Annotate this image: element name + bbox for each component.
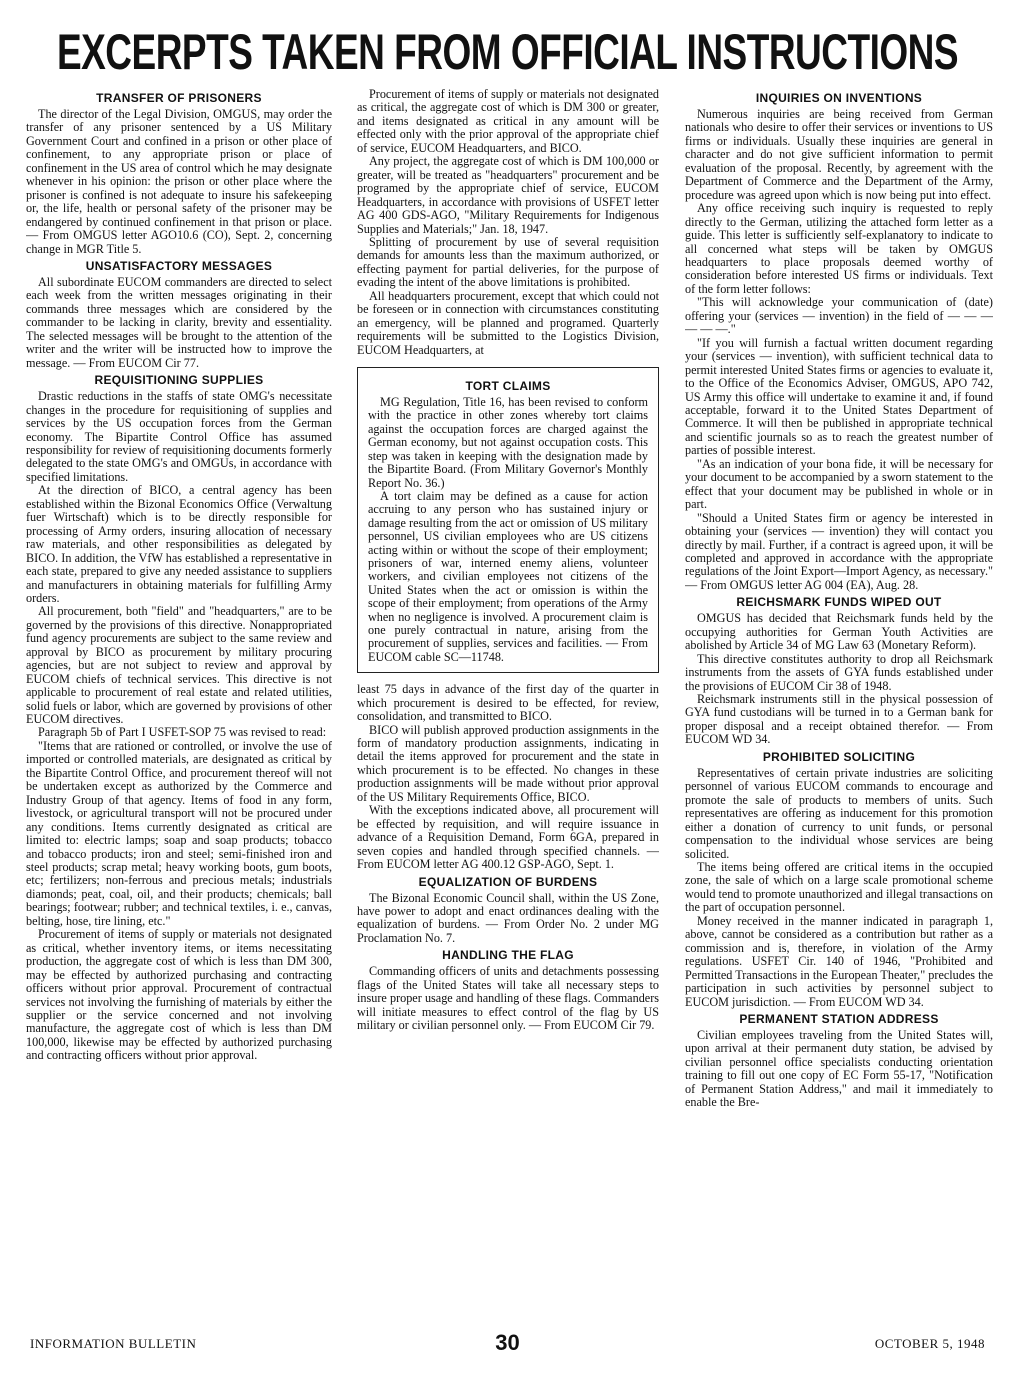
paragraph: With the exceptions indicated above, all procurement will be effected by requisition, and will require issuance in advance of a Requisition Demand, Form 6GA, prepared in seven copies and handled through specified channels. — From EUCOM letter AG 400.12 GSP-AGO, Sept. 1. <box>357 803 659 872</box>
page-title: EXCERPTS TAKEN FROM OFFICIAL INSTRUCTIONS <box>56 24 959 80</box>
paragraph: Civilian employees traveling from the United States will, upon arrival at their permanent duty station, be advised by civilian personnel office specialists conducting orientation training to fill out one copy of EC Form 55-17, "Notification of Permanent Station Address," and mail it immediately to enable the Bre- <box>685 1028 993 1110</box>
paragraph: A tort claim may be defined as a cause for action accruing to any person who has sustained injury or damage resulting from the act or omission of US military personnel, US civilian employees who are US citizens acting within or without the scope of their employment; prisoners of war, interned enemy aliens, volunteer workers, and civilian employees not citizens of the United States when the act or omission is within the scope of their employment; from operations of the Army when no negligence is involved. A procurement claim is one purely contractual in nature, arising from the procurement of supplies, services and facilities. — From EUCOM cable SC—11748. <box>368 488 648 664</box>
column-1 <box>26 88 332 1318</box>
section-heading: INQUIRIES ON INVENTIONS <box>755 91 923 105</box>
footer-publication: INFORMATION BULLETIN <box>30 1336 197 1351</box>
paragraph: All subordinate EUCOM commanders are directed to select each week from the written messages originating in their commands three messages which are considered by the commander to be lacking in clarity, brevity and essentiality. The selected messages will be brought to the attention of the writer and the writer will be instructed how to improve the message. — From EUCOM Cir 77. <box>26 274 332 370</box>
paragraph: "As an indication of your bona fide, it will be necessary for your document to be accompanied by a sworn statement to the effect that your document may be published in whole or in part. <box>685 456 993 512</box>
paragraph: "If you will furnish a factual written document regarding your (services — invention), with sufficient technical data to permit interested United States firms or agencies to evaluate it, to the Office of the Economics Adviser, OMGUS, APO 742, US Army this office will undertake to examine it and, if found acceptable, forward it to the United States Department of Commerce. It will then be published in appropriate technical and scientific journals so as to reach the greatest number of parties of possible interest. <box>685 335 993 458</box>
paragraph: Paragraph 5b of Part I USFET-SOP 75 was revised to read: <box>38 725 327 740</box>
column-2 <box>357 88 659 1318</box>
paragraph: BICO will publish approved production assignments in the form of mandatory production assignments, indicating in detail the items approved for procurement and the state in which procurement is to be effected. No changes in these production assignments will be made without prior approval of the US Military Requirements Office, BICO. <box>357 722 659 804</box>
paragraph: Commanding officers of units and detachments possessing flags of the United States will take all necessary steps to insure proper usage and handling of these flags. Commanders will initiate measures to effect control of the flag by US military or civilian personnel only. — From EUCOM Cir 79. <box>357 964 659 1033</box>
paragraph: MG Regulation, Title 16, has been revised to conform with the practice in other zones whereby tort claims against the occupation forces are charged against the German economy, but not against occupation costs. This step was taken in keeping with the designation made by the Bipartite Board. (From Military Governor's Monthly Report No. 36.) <box>368 395 648 490</box>
paragraph: Any office receiving such inquiry is requested to reply directly to the German, utilizing the attached form letter as a guide. This letter is sufficiently self-explanatory to indicate to all concerned what steps will be taken by OMGUS headquarters to place proposals deemed worthy of consideration before interested US firms or individuals. Text of the form letter follows: <box>685 201 993 296</box>
paragraph: "This will acknowledge your communication of (date) offering your (services — invention) in the field of — — — — — —." <box>685 295 993 337</box>
paragraph: All procurement, both "field" and "headquarters," are to be governed by the provisions of this directive. Nonappropriated fund agency procurements are subject to the same review and approval by BICO as procurement by military procuring agencies, but are not subject to review and approval by EUCOM chiefs of technical services. This directive is not applicable to procurement of real estate and related utilities, solid fuels or labor, which are governed by provisions of other EUCOM directives. <box>26 604 332 727</box>
section-heading: EQUALIZATION OF BURDENS <box>418 874 598 889</box>
paragraph: The items being offered are critical items in the occupied zone, the sale of which on a large scale promotional scheme would tend to promote unauthorized and illegal transactions on the part of occupation personnel. <box>685 860 993 915</box>
paragraph: Procurement of items of supply or materials not designated as critical, whether inventory items, or items necessitating production, the aggregate cost of which is less than DM 300, may be effected by authorized purchasing and contracting officers without prior approval. Procurement of contractual services not involving the furnishing of materials by either the supplier or the service concerned and not involving manufacture, the aggregate cost of which is less than DM 100,000, likewise may be effected by authorized purchasing and contracting officers without prior approval. <box>26 927 332 1063</box>
paragraph: Splitting of procurement by use of several requisition demands for amounts less than the maximum authorized, or effecting payment for partial deliveries, for the purpose of evading the intent of the above limitations is prohibited. <box>357 234 659 290</box>
section-heading: REICHSMARK FUNDS WIPED OUT <box>736 595 942 610</box>
paragraph: All headquarters procurement, except that which could not be foreseen or in connection with circumstances constituting an emergency, will be planned and programed. Quarterly requirements will be submitted to the Logistics Division, EUCOM Headquarters, at <box>357 288 659 357</box>
paragraph: Drastic reductions in the staffs of state OMG's necessitate changes in the procedure for requisitioning of supplies and services by the US occupation forces from the German economy. The Bipartite Control Office has assumed responsibility for review of requisitioning documents formerly delegated to the state OMG's and OMGUs, in accordance with specified limitations. <box>26 389 332 484</box>
paragraph: The Bizonal Economic Council shall, within the US Zone, have power to adopt and enact ordinances dealing with the equalization of burdens. — From Order No. 2 under MG Proclamation No. 7. <box>357 890 659 945</box>
paragraph: "Items that are rationed or controlled, or involve the use of imported or controlled materials, are designated as critical by the Bipartite Control Office, and procurement thereof will not be undertaken except as authorized by the Commerce and Industry Group of that agency. Items of food in any form, livestock, or agricultural transport will not be procured under any conditions. Items currently designated as critical are limited to: electric lamps; soap and soap products; tobacco and tobacco products; iron and steel; semi-finished iron and steel products; scrap metal; heavy working boots, gum boots, etc; fertilizers; non-ferrous and precious metals; industrials diamonds; peat, coal, oil, and their products; chemicals; ball bearings; footwear; rubber; and technical textiles, i. e., canvas, belting, hose, tire lining, etc." <box>26 738 332 928</box>
paragraph: "Should a United States firm or agency be interested in obtaining your (services — invention) they will contact you directly by mail. Further, if a contract is agreed upon, it will be completed and approved in accordance with the appropriate regulations of the Joint Export—Import Agency, as necessary." — From OMGUS letter AG 004 (EA), Aug. 28. <box>685 510 993 592</box>
column-3 <box>685 88 993 1318</box>
paragraph: Procurement of items of supply or materials not designated as critical, the aggregate cost of which is DM 300 or greater, and items designated as critical in any amount will be effected only with the prior approval of the appropriate chief of service, EUCOM Headquarters, and BICO. <box>357 88 659 155</box>
column-2-top <box>357 88 659 357</box>
paragraph: Money received in the manner indicated in paragraph 1, above, cannot be considered as a contribution but rather as a commission and is, therefore, in violation of the Army regulations. USFET Cir. 140 of 1946, "Prohibited and Permitted Transactions in the European Theater," precludes the participation in such activities by personnel subject to EUCOM jurisdiction. — From EUCOM WD 34. <box>685 913 993 1009</box>
tort-claims-box <box>357 367 659 673</box>
paragraph: This directive constitutes authority to drop all Reichsmark instruments from the assets of GYA funds established under the provisions of EUCOM Cir 38 of 1948. <box>685 651 993 693</box>
paragraph: Numerous inquiries are being received from German nationals who desire to offer their services or inventions to US firms or individuals. Usually these inquiries are general in character and do not give sufficient information to permit evaluation of the proposal. Recently, by agreement with the Department of Commerce and the Department of the Army, procedure was agreed upon which is now being put into effect. <box>685 107 993 202</box>
paragraph: At the direction of BICO, a central agency has been established within the Bizonal Economics Office (Verwaltung fuer Wirtschaft) which is to be directly responsible for processing of Army orders, insuring allocation of necessary raw materials, and other responsibilities as delegated by BICO. In addition, the VfW has established a representative in each state, prepared to give any needed assistance to suppliers and manufacturers in obtaining materials for fulfilling Army orders. <box>26 483 332 605</box>
paragraph: Reichsmark instruments still in the physical possession of GYA fund custodians will be turned in to a German bank for proper disposal and a receipt obtained therefor. — From EUCOM WD 34. <box>685 692 993 747</box>
section-heading: REQUISITIONING SUPPLIES <box>94 373 264 388</box>
section-heading: PROHIBITED SOLICITING <box>762 749 916 764</box>
paragraph: The director of the Legal Division, OMGUS, may order the transfer of any prisoner sentenced by a US Military Government Court and confined in a prison or other place of confinement, to any appropriate prison or place of confinement in the US area of control which he may designate whenever in his opinion: the prison or other place where the prisoner is confined is not adequate to insure his safekeeping or, the life, health or personal safety of the prisoner may be endangered by continued confinement in that prison or place. — From OMGUS letter AGO10.6 (CO), Sept. 2, concerning change in MGR Title 5. <box>26 107 332 256</box>
paragraph: Representatives of certain private industries are soliciting personnel of various EUCOM commands to encourage and promote the sale of products to members of units. Such representatives are offering as inducement for this promotion either a donation of currency to unit funds, or personal compensation to the individual whose services are being solicited. <box>685 765 993 861</box>
section-heading: UNSATISFACTORY MESSAGES <box>85 258 273 273</box>
section-heading: PERMANENT STATION ADDRESS <box>739 1012 939 1026</box>
section-heading: HANDLING THE FLAG <box>442 948 574 963</box>
footer-date: OCTOBER 5, 1948 <box>874 1336 985 1351</box>
section-heading: TORT CLAIMS <box>465 379 551 394</box>
page-number: 30 <box>495 1330 520 1355</box>
section-heading: TRANSFER OF PRISONERS <box>96 91 262 105</box>
column-2-bottom <box>357 683 659 1032</box>
page-footer <box>0 1330 1015 1366</box>
paragraph: OMGUS has decided that Reichsmark funds held by the occupying authorities for German Youth Activities are abolished by Article 34 of MG Law 63 (Monetary Reform). <box>685 611 993 653</box>
paragraph: least 75 days in advance of the first day of the quarter in which procurement is desired to be effected, for review, consolidation, and transmitted to BICO. <box>357 682 659 724</box>
paragraph: Any project, the aggregate cost of which is DM 100,000 or greater, will be treated as "headquarters" procurement and be programed by the appropriate chief of service, EUCOM Headquarters, in accordance with provisions of USFET letter AG 400 GDS-AGO, "Military Requirements for Indigenous Supplies and Materials;" Jan. 18, 1947. <box>357 154 659 236</box>
